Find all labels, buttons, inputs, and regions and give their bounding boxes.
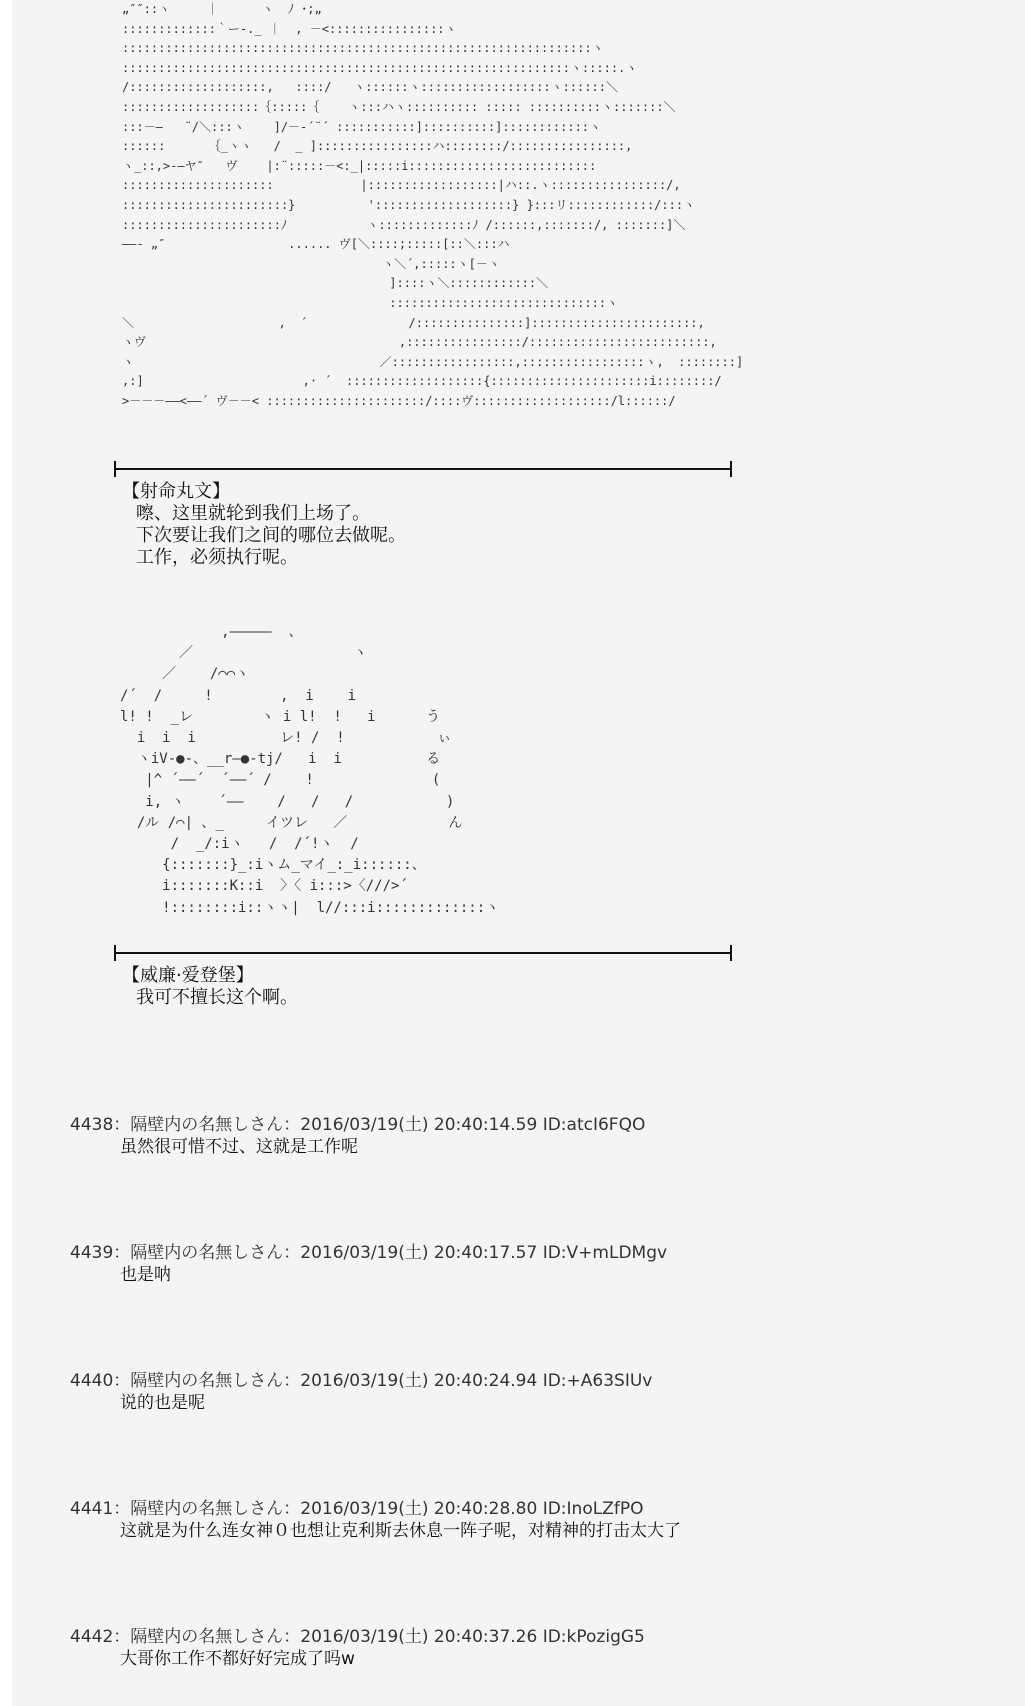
dialogue-block-1	[122, 481, 406, 569]
post-header: 4438：隔壁内の名無しさん：2016/03/19(土) 20:40:14.59 ID:atcI6FQO	[70, 1115, 646, 1135]
post-4439	[70, 1242, 667, 1286]
post-4440	[70, 1370, 652, 1414]
divider-tick-left	[114, 461, 116, 477]
speaker-name: 【射命丸文】	[122, 481, 230, 502]
divider-tick-right	[730, 461, 732, 477]
post-body: 这就是为什么连女神０也想让克利斯去休息一阵子呢，对精神的打击太大了	[120, 1521, 681, 1541]
dialogue-line: 嚓、这里就轮到我们上场了。	[136, 503, 370, 524]
ascii-art-crow-scene: „″″::ヽ ｜ ヽ ﾉ ･;„ :::::::::::::｀ー-._ ｜ , －<::::::::::::::::ヽ :::::::::::::::::::::::::::::::::::::::::::::::::::::::::::::::::ヽ ::::::::::::::::::::::::::::::::::::::::::::::::::::::::::::::ヽ:::::.ヽ /:::::::::::::::::::, ::::/ ヽ::::::ヽ::::::::::::::::::ヽ::::::＼ :::::::::::::::::::｛:::::｛ ヽ:::ハヽ:::::::::: ::::: ::::::::::ヽ:::::::＼ :::－― ¨/＼:::ヽ ]/－-´¨´ :::::::::::]::::::::::]::::::::::::ヽ :::::: ｛_ヽヽ / _ ]::::::::::::::::ハ::::::::/::::::::::::::::, ヽ_::,>-―ヤ″ ヴ |:¨:::::－<:_|:::::i:::::::::::::::::::::::::: ::::::::::::::::::::: |::::::::::::::::::|ハ::.ヽ::::::::::::::::/, :::::::::::::::::::::::} ':::::::::::::::::::} }:::リ::::::::::::/:::ヽ ::::::::::::::::::::::ﾉ ヽ:::::::::::::ﾉ /::::::,:::::::/, :::::::]＼ ――- „″ ...... ヴ[＼::::;:::::[::＼:::ハ ヽ＼´,:::::ヽ[－ヽ ]::::ヽ＼::::::::::::＼ ::::::::::::::::::::::::::::::ヽ ＼ , ´ /:::::::::::::::]:::::::::::::::::::::::, ヽヴ ,::::::::::::::::/:::::::::::::::::::::::::, ヽ ／:::::::::::::::::,:::::::::::::::::ヽ, ::::::::] ,:] ,· ´ :::::::::::::::::::{::::::::::::::::::::::i::::::::/ >－－－――<――´ ヴ－－< ::::::::::::::::::::::/::::ヴ:::::::::::::::::::/l::::::/	[122, 2, 744, 408]
post-header: 4439：隔壁内の名無しさん：2016/03/19(土) 20:40:17.57 ID:V+mLDMgv	[70, 1243, 668, 1263]
divider-line-2	[114, 952, 732, 954]
post-header: 4440：隔壁内の名無しさん：2016/03/19(土) 20:40:24.94 ID:+A63SIUv	[70, 1371, 653, 1391]
divider-tick-left	[114, 945, 116, 961]
speaker-name: 【威廉·爱登堡】	[122, 965, 254, 986]
post-header: 4441：隔壁内の名無しさん：2016/03/19(土) 20:40:28.80 ID:InoLZfPO	[70, 1499, 644, 1519]
post-4441	[70, 1498, 681, 1542]
post-4442	[70, 1626, 645, 1670]
ascii-art-character-face: ,――――― 、 ／ ヽ ／ /⌒⌒ヽ /´ / ! , i i l! ! _レ ヽ i l! ! i う i i i レ! / ! ぃ ヽiV-●-、__r―●-tj/ i i る |^ ´――´ ´――´ / ! ( i, ヽ ´―― / / / ) /ル /⌒| 、_ イツレ ／ ん / _/:iヽ / /´!ヽ / {:::::::}_:iヽム_マイ_:_i::::::、 i:::::::K::i 〉〈 i:::>〈///>´ !::::::::i::ヽヽ| l//:::i:::::::::::::ヽ	[120, 624, 500, 916]
dialogue-block-2	[122, 965, 298, 1009]
divider-tick-right	[730, 945, 732, 961]
post-body: 说的也是呢	[120, 1393, 205, 1413]
dialogue-line: 工作，必须执行呢。	[136, 547, 298, 568]
dialogue-line: 我可不擅长这个啊。	[136, 987, 298, 1008]
post-body: 大哥你工作不都好好完成了吗w	[120, 1649, 355, 1669]
post-header: 4442：隔壁内の名無しさん：2016/03/19(土) 20:40:37.26 ID:kPozigG5	[70, 1627, 645, 1647]
divider-line-1	[114, 468, 732, 470]
post-body: 也是呐	[120, 1265, 171, 1285]
page-background	[12, 0, 1025, 1706]
post-body: 虽然很可惜不过、这就是工作呢	[120, 1137, 358, 1157]
dialogue-line: 下次要让我们之间的哪位去做呢。	[136, 525, 406, 546]
post-4438	[70, 1114, 645, 1158]
